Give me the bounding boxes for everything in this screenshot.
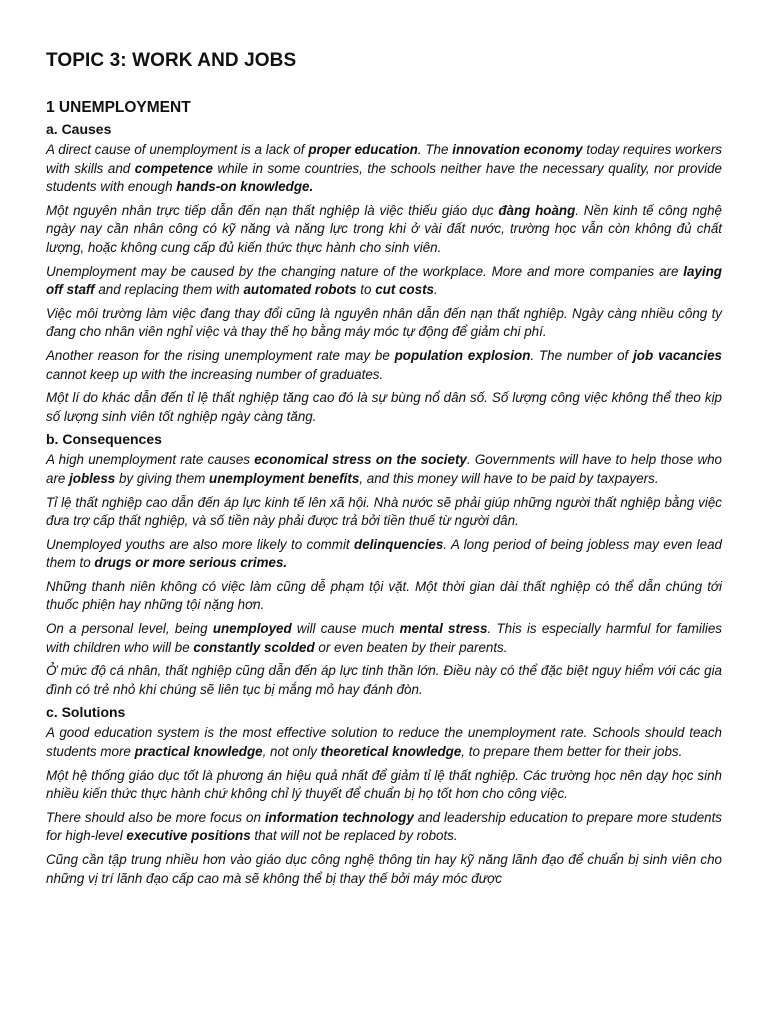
text-run: There should also be more focus on: [46, 809, 265, 825]
text-run: and leadership education to prepare more students for high-level: [46, 809, 722, 844]
key-term: drugs or more serious crimes.: [94, 555, 288, 571]
text-run: Một lí do khác dẫn đến tỉ lệ thất nghiệp tăng cao đó là sự bùng nổ dân số. Số lượng công việc không thể theo kịp số lượng sinh viên tốt nghiệp ngày càng tăng.: [46, 390, 722, 424]
text-run: . The: [417, 142, 453, 157]
key-term: innovation economy: [452, 142, 583, 157]
text-run: Unemployment may be caused by the changing nature of the workplace. More and more companies are: [46, 263, 684, 279]
key-term: executive positions: [126, 828, 251, 844]
key-term: information technology: [264, 809, 414, 825]
paragraph: [46, 263, 722, 300]
document-title: TOPIC 3: WORK AND JOBS: [46, 50, 297, 71]
key-term: mental stress: [399, 621, 488, 637]
paragraph: [46, 141, 722, 197]
subsection-heading: b. Consequences: [46, 431, 162, 448]
paragraph: [46, 809, 722, 846]
paragraph: [46, 620, 722, 657]
key-term: practical knowledge: [134, 744, 263, 760]
subsection-heading: c. Solutions: [46, 704, 126, 721]
text-run: , to prepare them better for their jobs.: [461, 744, 683, 760]
text-run: Cũng cần tập trung nhiều hơn vào giáo dục công nghệ thông tin hay kỹ năng lãnh đạo để chuẩn bị sinh viên cho những vị trí lãnh đạo cấp cao mà sẽ không thể bị thay thế bởi máy móc được: [46, 852, 722, 886]
text-run: A high unemployment rate causes: [46, 452, 255, 468]
text-run: cannot keep up with the increasing number of graduates.: [46, 366, 384, 382]
paragraph: [46, 536, 722, 573]
key-term: economical stress on the society: [254, 452, 467, 468]
key-term: jobless: [69, 470, 116, 486]
text-run: Những thanh niên không có việc làm cũng dễ phạm tội vặt. Một thời gian dài thất nghiệp có thể dẫn chúng tới thuốc phiện hay những tội nặng hơn.: [46, 578, 722, 613]
text-run: . Nền kinh tế công nghệ ngày nay cần nhân công có kỹ năng và năng lực trong khi ở vài đất nước, trường học vẫn còn không đủ chất lượng, hoặc không cung cấp đủ kiến thức thực hành cho sinh viên.: [46, 202, 722, 255]
key-term: unemployment benefits: [209, 470, 360, 486]
document-body: [46, 121, 722, 888]
paragraph: [46, 451, 722, 488]
key-term: unemployed: [212, 621, 292, 637]
key-term: proper education: [308, 142, 418, 157]
paragraph: [46, 578, 722, 615]
text-run: . A long period of being jobless may even lead them to: [46, 536, 722, 571]
text-run: to: [356, 282, 376, 298]
paragraph: [46, 494, 722, 531]
text-run: A good education system is the most effective solution to reduce the unemployment rate. Schools should teach students more: [46, 725, 722, 760]
text-run: Another reason for the rising unemployment rate may be: [46, 347, 395, 363]
paragraph: [46, 389, 722, 426]
text-run: Việc môi trường làm việc đang thay đổi cũng là nguyên nhân dẫn đến nạn thất nghiệp. Ngày càng nhiều công ty đang cho nhân viên nghỉ việc và thay thế họ bằng máy móc tự động để giảm chi phí.: [46, 305, 722, 340]
paragraph: [46, 851, 722, 888]
key-term: competence: [134, 160, 213, 176]
paragraph: [46, 305, 722, 342]
section-heading: 1 UNEMPLOYMENT: [46, 99, 191, 116]
text-run: A direct cause of unemployment is a lack of: [46, 142, 309, 157]
paragraph: [46, 724, 722, 761]
text-run: today requires workers with skills and: [46, 142, 722, 176]
text-run: , and this money will have to be paid by taxpayers.: [359, 470, 659, 486]
text-run: that will not be replaced by robots.: [250, 828, 458, 844]
text-run: Một nguyên nhân trực tiếp dẫn đến nạn thất nghiệp là việc thiếu giáo dục: [46, 202, 499, 218]
key-term: constantly scolded: [193, 639, 315, 655]
text-run: , not only: [262, 744, 321, 760]
text-run: Ở mức độ cá nhân, thất nghiệp cũng dẫn đến áp lực tinh thần lớn. Điều này có thể đặc biệt nguy hiểm với các gia đình có trẻ nhỏ khi chúng sẽ liên tục bị mắng mỏ hay đánh đòn.: [46, 663, 722, 697]
key-term: delinquencies: [354, 536, 444, 552]
paragraph: [46, 202, 722, 258]
subsection-heading: a. Causes: [46, 121, 112, 137]
text-run: and replacing them with: [94, 282, 244, 298]
text-run: Một hệ thống giáo dục tốt là phương án hiệu quả nhất để giảm tỉ lệ thất nghiệp. Các trường học nên dạy học sinh nhiều kiến thức thực hành chứ không chỉ lý thuyết để chuẩn bị họ tốt hơn cho công việc.: [46, 767, 722, 802]
paragraph: [46, 347, 722, 384]
key-term: job vacancies: [633, 347, 722, 363]
text-run: Tỉ lệ thất nghiệp cao dẫn đến áp lực kinh tế lên xã hội. Nhà nước sẽ phải giúp những người thất nghiệp bằng việc đưa trợ cấp thất nghiệp, và số tiền này phải được trả bởi tiền thuế từ người dân.: [46, 494, 722, 529]
text-run: . This is especially harmful for families with children who will be: [46, 621, 722, 655]
key-term: theoretical knowledge: [320, 744, 462, 760]
text-run: On a personal level, being: [46, 621, 213, 637]
text-run: Unemployed youths are also more likely to commit: [46, 536, 355, 552]
key-term: hands-on knowledge.: [176, 179, 314, 195]
key-term: đàng hoàng: [498, 202, 576, 218]
text-run: will cause much: [291, 621, 400, 637]
text-run: . Governments will have to help those who are: [46, 452, 723, 486]
paragraph: [46, 662, 722, 699]
key-term: population explosion: [394, 347, 531, 363]
text-run: . The number of: [530, 347, 634, 363]
text-run: by giving them: [115, 470, 210, 486]
text-run: .: [433, 282, 438, 298]
text-run: while in some countries, the schools neither have the necessary quality, nor provide students with enough: [46, 160, 722, 195]
paragraph: [46, 767, 722, 804]
key-term: cut costs: [375, 282, 434, 298]
key-term: laying off staff: [46, 263, 722, 298]
text-run: or even beaten by their parents.: [314, 639, 508, 655]
key-term: automated robots: [243, 282, 357, 298]
